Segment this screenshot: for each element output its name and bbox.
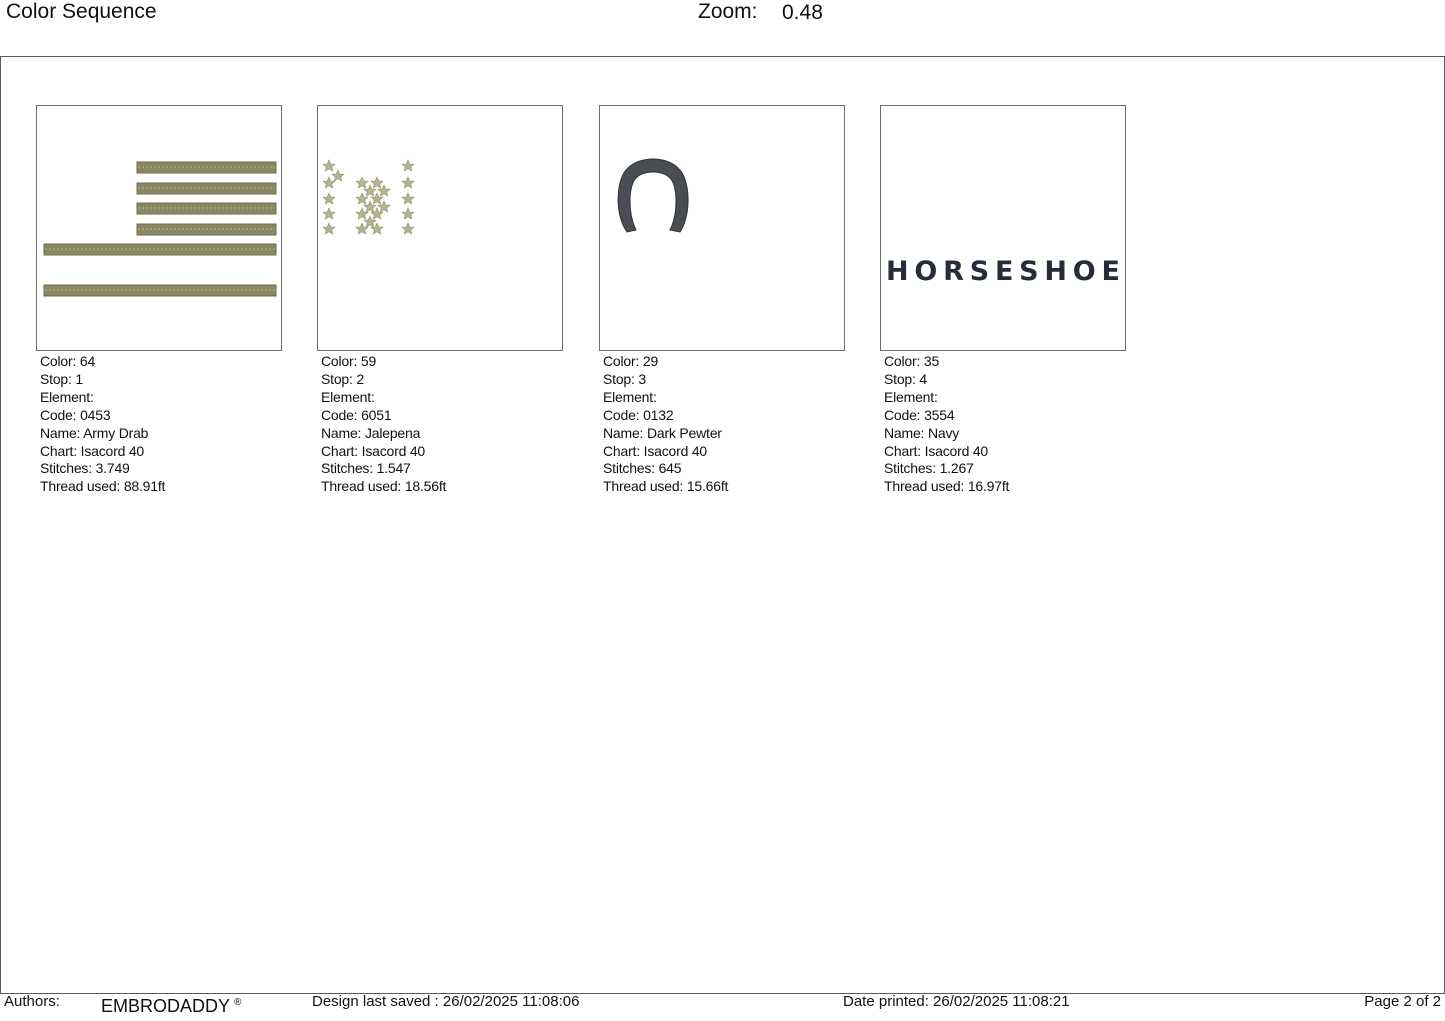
authors-label: Authors: — [4, 993, 60, 1010]
stop-4-code: Code: 3554 — [884, 406, 955, 423]
page-title: Color Sequence — [6, 0, 157, 23]
stop-1-preview — [36, 105, 282, 351]
stop-2-stop: Stop: 2 — [321, 370, 364, 387]
stop-1-color: Color: 64 — [40, 353, 96, 369]
stop-2-element: Element: — [321, 388, 375, 405]
stop-3-preview — [599, 105, 845, 351]
stop-2-code: Code: 6051 — [321, 406, 392, 423]
stop-2-preview — [317, 105, 563, 351]
color-stop-card-1 — [36, 105, 282, 496]
stop-3-name: Name: Dark Pewter — [603, 424, 722, 441]
stop-1-code: Code: 0453 — [40, 406, 111, 423]
stop-3-element: Element: — [603, 388, 657, 405]
color-stop-card-2 — [317, 105, 563, 496]
stop-4-preview — [880, 105, 1126, 351]
stop-1-stitches: Stitches: 3.749 — [40, 460, 130, 477]
stars-icon — [318, 106, 562, 350]
stop-2-name: Name: Jalepena — [321, 424, 421, 441]
zoom-label: Zoom: — [698, 0, 758, 23]
stop-1-chart: Chart: Isacord 40 — [40, 442, 145, 459]
stop-3-stop: Stop: 3 — [603, 370, 646, 387]
stop-4-stitches: Stitches: 1.267 — [884, 460, 974, 477]
stop-4-color: Color: 35 — [884, 353, 940, 369]
color-stop-card-4 — [880, 105, 1126, 496]
stop-1-name: Name: Army Drab — [40, 424, 149, 441]
stop-2-chart: Chart: Isacord 40 — [321, 442, 426, 459]
stop-4-element: Element: — [884, 388, 938, 405]
stop-1-thread: Thread used: 88.91ft — [40, 478, 166, 495]
stop-4-name: Name: Navy — [884, 424, 960, 441]
stop-1-element: Element: — [40, 388, 94, 405]
stop-3-color: Color: 29 — [603, 353, 659, 369]
stop-1-stop: Stop: 1 — [40, 370, 83, 387]
zoom-value: 0.48 — [782, 1, 823, 24]
stop-4-thread: Thread used: 16.97ft — [884, 478, 1010, 495]
design-saved: Design last saved : 26/02/2025 11:08:06 — [312, 993, 580, 1010]
stop-3-chart: Chart: Isacord 40 — [603, 442, 708, 459]
author-name: EMBRODADDY ® — [101, 996, 242, 1016]
stop-4-chart: Chart: Isacord 40 — [884, 442, 989, 459]
horseshoe-text: HORSESHOE — [886, 256, 1120, 287]
stop-3-code: Code: 0132 — [603, 406, 674, 423]
stop-2-thread: Thread used: 18.56ft — [321, 478, 447, 495]
stop-3-stitches: Stitches: 645 — [603, 460, 682, 477]
color-stop-card-3 — [599, 105, 845, 496]
stop-2-color: Color: 59 — [321, 353, 377, 369]
horseshoe-icon — [600, 106, 844, 350]
stop-4-stop: Stop: 4 — [884, 370, 927, 387]
date-printed: Date printed: 26/02/2025 11:08:21 — [843, 993, 1070, 1010]
page-number: Page 2 of 2 — [1364, 993, 1441, 1010]
registered-mark: ® — [234, 997, 242, 1008]
flag-stripes-icon — [37, 106, 281, 350]
horseshoe-text-preview — [881, 106, 1125, 350]
stop-3-thread: Thread used: 15.66ft — [603, 478, 729, 495]
stop-2-stitches: Stitches: 1.547 — [321, 460, 411, 477]
